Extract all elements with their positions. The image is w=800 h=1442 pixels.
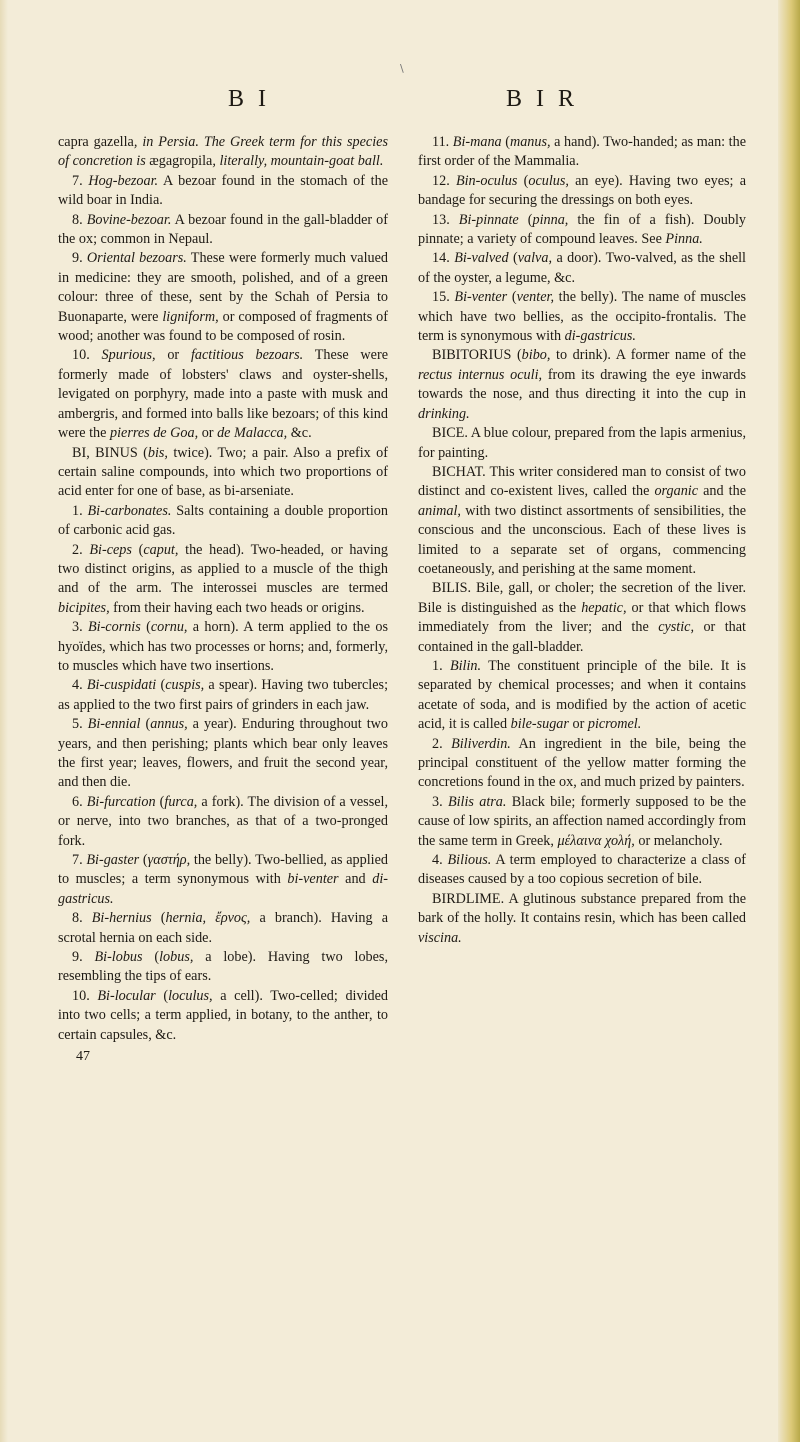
entry-paragraph — [418, 249, 746, 288]
entry-text: 8. — [72, 211, 87, 228]
entry-text: 5. — [72, 716, 88, 733]
italic-term: de Malacca, — [217, 425, 288, 442]
italic-term: Bi-venter — [454, 289, 508, 306]
italic-term: μέλαινα — [557, 832, 602, 849]
entry-paragraph — [418, 735, 746, 793]
page-edge — [778, 0, 800, 1442]
page-gutter-shadow — [0, 0, 8, 1442]
entry-paragraph — [418, 211, 746, 250]
page-number: 47 — [76, 1049, 90, 1065]
entry-paragraph — [58, 133, 388, 172]
entry-text: a horn). A term applied to the os hyoïdes, which has two processes or horns; and, formerly, to muscles which have two insertions. — [58, 619, 389, 674]
italic-term: drinking. — [418, 405, 470, 422]
entry-paragraph — [418, 424, 746, 463]
italic-term: oculus, — [528, 172, 569, 189]
entry-text: the fin of a fish). Doubly pinnate; a variety of compound leaves. See — [418, 211, 746, 248]
entry-text: a hand). Two-handed; as man: the first order of the Mammalia. — [418, 134, 746, 170]
entry-text: 7. — [72, 852, 87, 869]
italic-term: cuspis, — [165, 677, 205, 694]
entry-text: a spear). Having two tubercles; as applied to the two first pairs of grinders in each jaw. — [58, 677, 389, 713]
entry-paragraph — [58, 172, 388, 211]
entry-text: These were formerly much valued in medicine: they are smooth, polished, and of a green colour: three of these, sent by the Schah of Persia to Buonaparte, were — [58, 250, 389, 325]
italic-term: Bi-locular — [97, 987, 156, 1004]
entry-text: 3. — [72, 619, 88, 636]
italic-term: Bi-cornis — [87, 619, 141, 636]
entry-text: 10. — [72, 347, 102, 364]
entry-text: A bezoar found in the gall-bladder of the ox; common in Nepaul. — [58, 211, 389, 248]
italic-term: ligniform, — [162, 308, 219, 325]
entry-text — [206, 910, 215, 926]
italic-term: viscina. — [418, 929, 462, 946]
entry-text: or — [155, 347, 191, 364]
entry-text: These were formerly made of lobsters' claws and oyster-shells, levigated on porphyry, made into a paste with musk and ambergris, and formed into balls like bezoars; of this kind were the — [58, 347, 389, 442]
entry-text: The constituent principle of the bile. It is separated by chemical processes; and when it contains acetate of soda, and is modified by the action of acetic acid, it is called — [418, 657, 746, 733]
italic-term: Bovine-bezoar. — [86, 211, 172, 228]
italic-term: , literally, mountain-goat ball. — [212, 153, 384, 170]
entry-paragraph — [418, 793, 746, 851]
entry-text: ( — [151, 910, 166, 927]
entry-text: a door). Two-valved, as the shell of the oyster, a legume, &c. — [418, 250, 747, 286]
italic-term: Bi-furcation — [86, 793, 156, 810]
entry-text: ( — [155, 793, 165, 810]
entry-text: to drink). A former name of the — [550, 347, 746, 364]
entry-text: from its drawing the eye inwards towards the nose, and thus directing it into the cup in — [418, 366, 746, 403]
entry-paragraph — [418, 133, 746, 172]
italic-term: Bi-valved — [454, 250, 509, 267]
entry-text: Salts containing a double proportion of carbonic acid gas. — [58, 502, 388, 539]
italic-term: di-gastricus. — [58, 871, 388, 907]
entry-text: A bezoar found in the stomach of the wild boar in India. — [58, 172, 389, 209]
entry-text: or — [198, 425, 218, 442]
italic-term: cystic, — [658, 619, 695, 636]
entry-text: ægagropila — [149, 153, 213, 170]
entry-paragraph — [418, 851, 746, 890]
italic-term: caput, — [143, 541, 179, 558]
italic-term: Bi-pinnate — [458, 211, 519, 228]
entry-paragraph — [58, 346, 388, 443]
entry-paragraph — [418, 172, 746, 211]
entry-text: and the — [698, 483, 746, 500]
italic-term: pinna, — [532, 211, 569, 228]
entry-paragraph — [58, 502, 388, 541]
italic-term: bibo, — [521, 347, 551, 364]
entry-paragraph — [58, 249, 388, 346]
italic-term: furca, — [164, 793, 198, 810]
entry-text: 1. — [432, 657, 450, 674]
italic-term: bicipites, — [58, 599, 110, 616]
entry-paragraph — [58, 851, 388, 909]
italic-term: Bilin. — [449, 657, 482, 674]
entry-text: from their having each two heads or origins. — [109, 599, 365, 616]
italic-term: manus, — [509, 134, 551, 150]
entry-text: 9. — [72, 250, 87, 267]
entry-text: 10. — [72, 987, 98, 1004]
entry-text: BICHAT. This writer considered man to consist of two distinct and co-existent lives, called the — [418, 463, 746, 500]
italic-term: loculus, — [168, 987, 213, 1004]
entry-text: BIRDLIME. A glutinous substance prepared from the bark of the holly. It contains resin, which has been called — [418, 890, 746, 927]
entry-text: 11. — [432, 134, 453, 150]
entry-text: A term employed to characterize a class of diseases caused by a too copious secretion of bile. — [418, 852, 747, 888]
entry-text: 6. — [72, 793, 87, 810]
italic-term: bis, — [147, 444, 168, 461]
italic-term: bile-sugar — [510, 716, 569, 733]
entry-text: ( — [507, 289, 517, 306]
entry-text: or that contained in the gall-bladder. — [418, 619, 746, 655]
left-entries — [58, 133, 388, 1045]
entry-text: the head). Two-headed, or having two distinct origins, as applied to a muscle of the thigh and of the arm. The interossei muscles are termed — [58, 541, 388, 597]
entry-text: a cell). Two-celled; divided into two cells; a term applied, in botany, to the anther, to certain capsules, &c. — [58, 987, 388, 1043]
entry-text: BILIS. Bile, gall, or choler; the secretion of the liver. Bile is distinguished as the — [418, 580, 746, 616]
italic-term: valva, — [517, 250, 552, 267]
italic-term: Biliverdin. — [451, 735, 511, 752]
entry-paragraph — [418, 579, 746, 657]
entry-paragraph — [58, 618, 388, 676]
italic-term: Bilious. — [447, 852, 492, 869]
entry-text: a year). Enduring throughout two years, and then perishing; plants which bear only leaves the first year; leaves, flowers, and fruit the second year, and then die. — [58, 716, 389, 791]
italic-term: venter, — [516, 289, 554, 306]
entry-text: 2. — [72, 541, 90, 558]
italic-term: Spurious, — [101, 347, 156, 364]
entry-paragraph — [58, 541, 388, 619]
italic-term: , in Persia. The Greek term for this species of concretion is — [58, 134, 388, 170]
italic-term: Pinna. — [665, 231, 703, 248]
entry-paragraph — [58, 715, 388, 793]
entry-text: or composed of fragments of wood; another was found to be composed of rosin. — [58, 308, 388, 345]
entry-text: ( — [501, 134, 510, 150]
entry-text: ( — [140, 619, 151, 636]
italic-term: Bi-mana — [452, 134, 502, 150]
entry-text: an eye). Having two eyes; a bandage for securing the dressings on both eyes. — [418, 172, 746, 209]
entry-text: ( — [139, 852, 148, 869]
right-column — [418, 133, 746, 948]
italic-term: Hog-bezoar. — [88, 172, 159, 189]
italic-term: bi-venter — [287, 871, 339, 888]
entry-paragraph — [58, 211, 388, 250]
entry-text: 4. — [72, 677, 87, 694]
entry-text: 7. — [72, 172, 89, 189]
entry-text: 9. — [72, 949, 95, 966]
entry-text: Black bile; formerly supposed to be the cause of low spirits, an affection named accordingly from the same term in Greek, — [418, 793, 747, 849]
entry-text: 15. — [432, 289, 455, 306]
italic-term: Bi-hernius — [91, 910, 152, 927]
entry-text: ( — [155, 987, 169, 1004]
entry-paragraph — [58, 676, 388, 715]
italic-term: Bi-gaster — [86, 852, 140, 869]
entry-text: a branch). Having a scrotal hernia on each side. — [58, 910, 389, 946]
entry-text: BIBITORIUS ( — [432, 347, 522, 364]
entry-text: ( — [508, 250, 518, 267]
running-header-left: B I — [228, 86, 270, 112]
entry-text: or melancholy. — [634, 832, 723, 849]
entry-text: capra gazella — [58, 134, 134, 150]
italic-term: Bi-ennial — [87, 716, 141, 733]
entry-text: ( — [142, 949, 160, 966]
entry-text: ( — [517, 172, 529, 189]
entry-paragraph — [58, 987, 388, 1045]
entry-text: ( — [518, 211, 533, 228]
entry-text: 8. — [72, 910, 92, 927]
italic-term: Bi-lobus — [94, 949, 143, 966]
entry-paragraph — [418, 657, 746, 735]
italic-term: ἔρνος, — [215, 910, 251, 927]
left-column — [58, 133, 388, 1067]
italic-term: cornu, — [150, 619, 188, 636]
entry-text: 12. — [432, 172, 456, 189]
entry-text: twice). Two; a pair. Also a prefix of certain saline compounds, into which two proportions of acid enter for one of base, as bi-arseniate. — [58, 444, 388, 500]
italic-term: Bi-ceps — [89, 541, 132, 558]
entry-paragraph — [58, 909, 388, 948]
entry-text: ( — [140, 716, 151, 733]
italic-term: hepatic, — [581, 599, 627, 616]
italic-term: Bin-oculus — [455, 172, 518, 189]
entry-paragraph — [58, 444, 388, 502]
italic-term: Oriental bezoars. — [86, 250, 187, 267]
italic-term: Bilis atra. — [447, 793, 507, 810]
italic-term: annus, — [150, 716, 188, 733]
italic-term: picromel. — [587, 716, 642, 733]
entry-text: or — [568, 716, 588, 733]
entry-text: a fork). The division of a vessel, or nerve, into two branches, as that of a two-pronged fork. — [58, 793, 389, 849]
running-header-right: B I R — [506, 86, 579, 112]
entry-text: 3. — [432, 793, 448, 810]
entry-paragraph — [58, 948, 388, 987]
entry-text: 1. — [72, 502, 88, 519]
italic-term: organic — [654, 483, 699, 500]
italic-term: Bi-carbonates. — [87, 502, 172, 519]
entry-paragraph — [58, 793, 388, 851]
entry-paragraph — [418, 288, 746, 346]
italic-term: γαστήρ, — [147, 852, 191, 869]
italic-term: factitious bezoars. — [190, 347, 304, 364]
entry-text: 2. — [432, 735, 452, 752]
entry-text: a lobe). Having two lobes, resembling the tips of ears. — [58, 949, 389, 985]
entry-text: the belly). The name of muscles which have two bellies, as the occipito-frontalis. The term is synonymous with — [418, 289, 746, 345]
registration-mark: \ — [400, 62, 404, 75]
entry-paragraph — [418, 463, 746, 579]
entry-paragraph — [418, 346, 746, 424]
entry-text: 4. — [432, 852, 448, 869]
entry-text: the belly). Two-bellied, as applied to muscles; a term synonymous with — [58, 852, 389, 888]
entry-text: and — [338, 871, 373, 888]
entry-text: BI, BINUS ( — [72, 444, 148, 461]
italic-term: χολή, — [605, 832, 635, 849]
italic-term: animal, — [418, 502, 461, 519]
entry-text: with two distinct assortments of sensibilities, the conscious and the unconscious. Each of these lives is limited to a separate set of organs, commencing coetaneously, and perishing at the same moment. — [418, 502, 746, 577]
italic-term: rectus internus oculi, — [418, 366, 543, 383]
italic-term: pierres de Goa, — [110, 425, 199, 442]
italic-term: lobus, — [159, 949, 194, 966]
entry-text: BICE. A blue colour, prepared from the lapis armenius, for painting. — [418, 425, 746, 461]
entry-text: 14. — [432, 250, 455, 267]
right-entries — [418, 133, 746, 948]
entry-text: ( — [131, 541, 144, 558]
italic-term: Bi-cuspidati — [86, 677, 157, 694]
entry-paragraph — [418, 890, 746, 948]
italic-term: di-gastricus. — [564, 328, 636, 345]
entry-text: or that which flows immediately from the liver; and the — [418, 599, 746, 636]
entry-text: ( — [156, 677, 166, 694]
entry-text: &c. — [287, 425, 312, 442]
italic-term: hernia, — [165, 910, 207, 927]
entry-text: 13. — [432, 211, 459, 228]
entry-text: An ingredient in the bile, being the principal constituent of the yellow matter forming the concretions found in the ox, and much prized by painters. — [418, 735, 746, 791]
